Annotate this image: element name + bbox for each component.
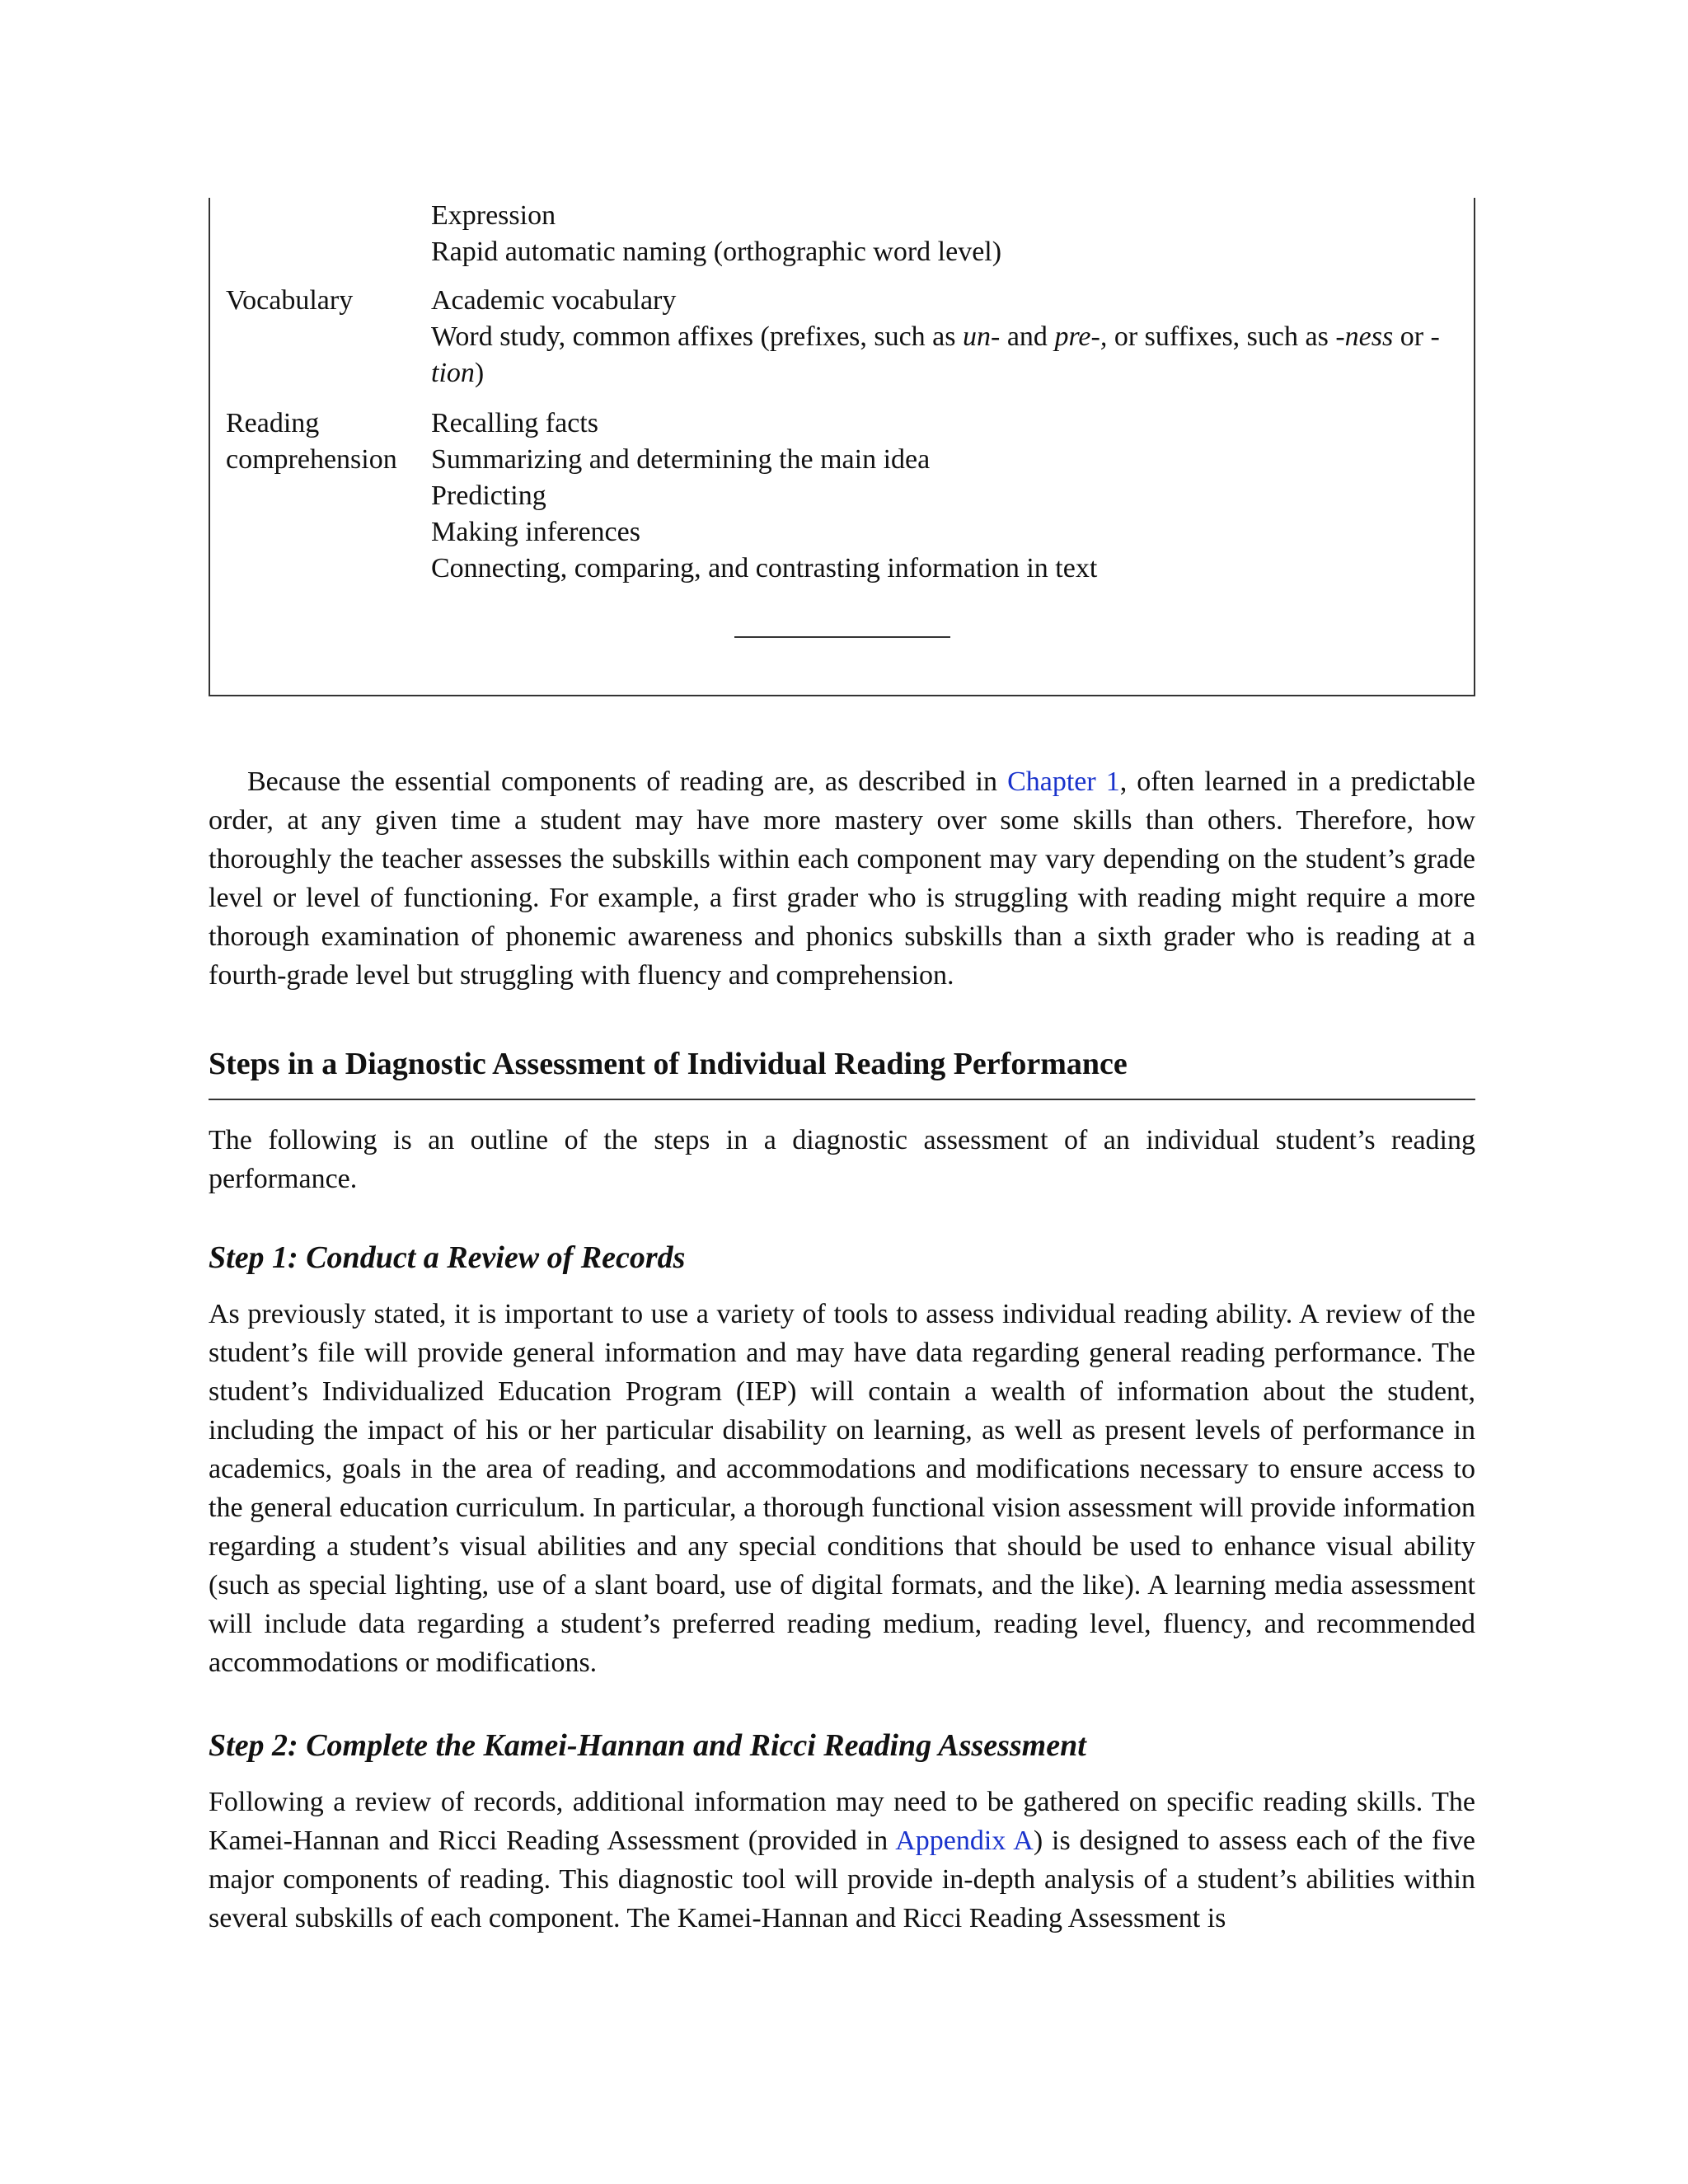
- text-segment: ) is designed to assess each of the five major components of reading. This diagnostic tool will provide in-depth analysis of a student’s abilities within several subskills of each component. The Kamei-Hannan and Ricci Reading Assessment is: [209, 1825, 1476, 1933]
- section-heading: Steps in a Diagnostic Assessment of Individual Reading Performance: [209, 1047, 1128, 1081]
- table-row-label: [226, 405, 424, 478]
- text-segment: Word study, common affixes (prefixes, such as: [431, 321, 964, 352]
- table-item: Summarizing and determining the main idea: [431, 444, 931, 475]
- table-row-items: [431, 283, 1461, 391]
- step-1-paragraph: As previously stated, it is important to use a variety of tools to assess individual reading ability. A review of the student’s file will provide general information and may have data regarding general reading performance. The student’s Individualized Education Program (IEP) will contain a wealth of information about the student, including the impact of his or her particular disability on learning, as well as present levels of performance in academics, goals in the area of reading, and accommodations and modifications necessary to ensure access to the general education curriculum. In particular, a thorough functional vision assessment will provide information regarding a student’s visual abilities and any special conditions that should be used to enhance visual ability (such as special lighting, use of a slant board, use of digital formats, and the like). A learning media assessment will include data regarding a student’s preferred reading medium, reading level, fluency, and recommended accommodations or modifications.: [209, 1299, 1475, 1678]
- table-item: Expression: [431, 200, 556, 231]
- label-line: comprehension: [226, 444, 397, 475]
- table-end-rule: [734, 636, 950, 638]
- table-row-items: [431, 198, 1461, 270]
- italic-term: -tion: [431, 321, 1440, 388]
- section-intro-paragraph: The following is an outline of the steps in a diagnostic assessment of an individual student’s reading performance.: [209, 1125, 1475, 1194]
- text-segment: or suffixes, such as: [1107, 321, 1336, 352]
- label-line: Reading: [226, 408, 320, 438]
- text-segment: ): [474, 358, 485, 388]
- chapter-1-link[interactable]: Chapter 1: [1007, 766, 1120, 797]
- text-segment: and: [1000, 321, 1055, 352]
- table-item: Connecting, comparing, and contrasting information in text: [431, 553, 1098, 583]
- table-item: Predicting: [431, 480, 546, 511]
- step-1-heading: Step 1: Conduct a Review of Records: [209, 1240, 686, 1275]
- text-segment: Following a review of records, additional information may need to be gathered on specific reading skills. The Kamei-Hannan and Ricci Reading Assessment (provided in: [209, 1787, 1475, 1856]
- table-row-items: [431, 405, 1461, 587]
- table-row-label: Vocabulary: [226, 285, 354, 316]
- step-2-heading: Step 2: Complete the Kamei-Hannan and Ricci Reading Assessment: [209, 1728, 1086, 1763]
- text-segment: , often learned in a predictable order, at any given time a student may have more mastery over some skills than others. Therefore, how thoroughly the teacher assesses the subskills within each component may vary depending on the student’s grade level or level of functioning. For example, a first grader who is struggling with reading might require a more thorough examination of phonemic awareness and phonics subskills than a sixth grader who is reading at a fourth-grade level but struggling with fluency and comprehension.: [209, 766, 1475, 991]
- table-item: Recalling facts: [431, 408, 598, 438]
- italic-term: -ness: [1335, 321, 1394, 352]
- table-item: Making inferences: [431, 517, 640, 547]
- section-heading-rule: [209, 1099, 1475, 1100]
- italic-term: un-: [963, 321, 1001, 352]
- appendix-a-link[interactable]: Appendix A: [895, 1825, 1034, 1856]
- skills-table: [209, 198, 1475, 696]
- italic-term: pre-,: [1054, 321, 1108, 352]
- text-segment: or: [1393, 321, 1431, 352]
- table-item: Rapid automatic naming (orthographic word level): [431, 237, 1002, 267]
- table-item-affixes: [431, 319, 1461, 391]
- step-2-paragraph: [209, 1783, 1475, 1938]
- table-item: Academic vocabulary: [431, 285, 677, 316]
- intro-paragraph: [209, 762, 1475, 995]
- text-segment: Because the essential components of reading are, as described in: [247, 766, 1008, 797]
